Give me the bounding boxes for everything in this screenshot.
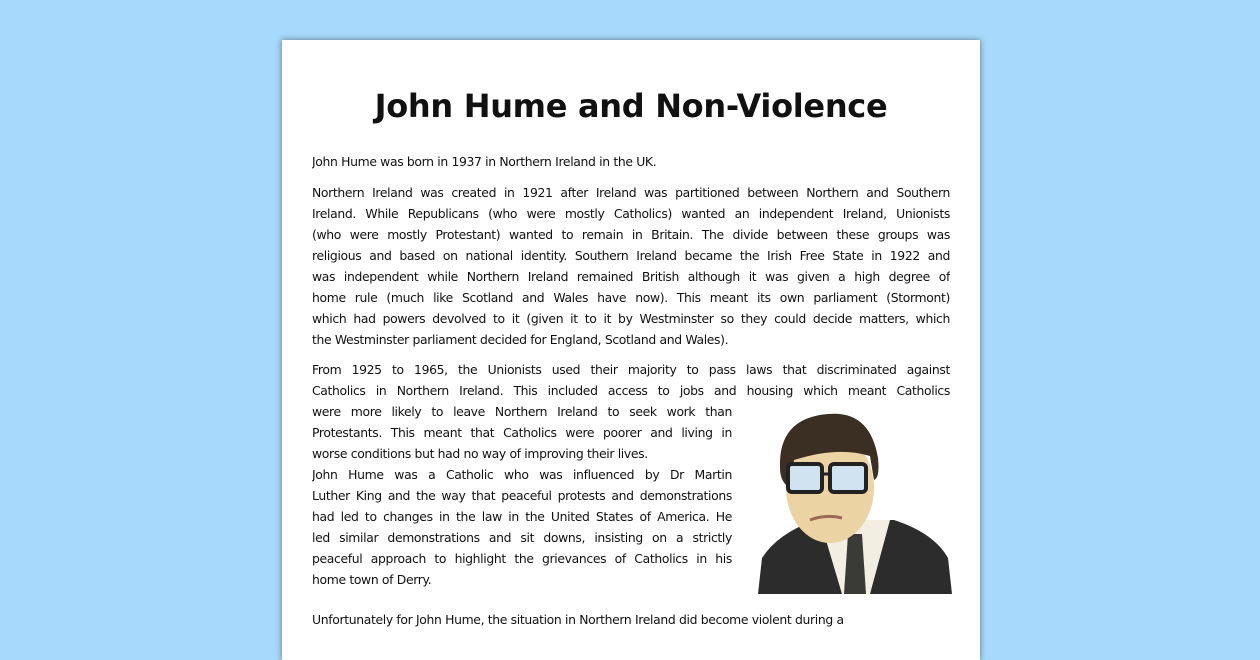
- paragraph-line: John Hume was born in 1937 in Northern Ireland in the UK.: [312, 154, 657, 169]
- paragraph-line: religious and based on national identity. Southern Ireland became the Irish Free State in 1922 and: [312, 248, 950, 263]
- paragraph-line: were more likely to leave Northern Ireland to seek work than: [312, 404, 732, 419]
- paragraph-line: home town of Derry.: [312, 572, 432, 587]
- paragraph-line: had led to changes in the law in the United States of America. He: [312, 509, 732, 524]
- paragraph-line: Luther King and the way that peaceful protests and demonstrations: [312, 488, 732, 503]
- john-hume-portrait: [758, 408, 952, 594]
- page-title: John Hume and Non-Violence: [374, 87, 888, 125]
- paragraph-line: home rule (much like Scotland and Wales have now). This meant its own parliament (Stormont): [312, 290, 950, 305]
- paragraph-line: Catholics in Northern Ireland. This included access to jobs and housing which meant Catholics: [312, 383, 950, 398]
- paragraph-line: (who were mostly Protestant) wanted to remain in Britain. The divide between these groups was: [312, 227, 950, 242]
- paragraph-line: led similar demonstrations and sit downs, insisting on a strictly: [312, 530, 732, 545]
- paragraph-line: Northern Ireland was created in 1921 after Ireland was partitioned between Northern and Southern: [312, 185, 950, 200]
- paragraph-line: the Westminster parliament decided for England, Scotland and Wales).: [312, 332, 729, 347]
- paragraph-line: Unfortunately for John Hume, the situation in Northern Ireland did become violent during a: [312, 612, 844, 627]
- paragraph-line: which had powers devolved to it (given it to it by Westminster so they could decide matters, which: [312, 311, 950, 326]
- paragraph-line: worse conditions but had no way of improving their lives.: [312, 446, 648, 461]
- paragraph-line: was independent while Northern Ireland remained British although it was given a high degree of: [312, 269, 950, 284]
- paragraph-line: Protestants. This meant that Catholics were poorer and living in: [312, 425, 732, 440]
- paragraph-line: From 1925 to 1965, the Unionists used their majority to pass laws that discriminated against: [312, 362, 950, 377]
- paragraph-line: peaceful approach to highlight the grievances of Catholics in his: [312, 551, 732, 566]
- paragraph-line: Ireland. While Republicans (who were mostly Catholics) wanted an independent Ireland, Unionists: [312, 206, 950, 221]
- paragraph-line: John Hume was a Catholic who was influenced by Dr Martin: [312, 467, 732, 482]
